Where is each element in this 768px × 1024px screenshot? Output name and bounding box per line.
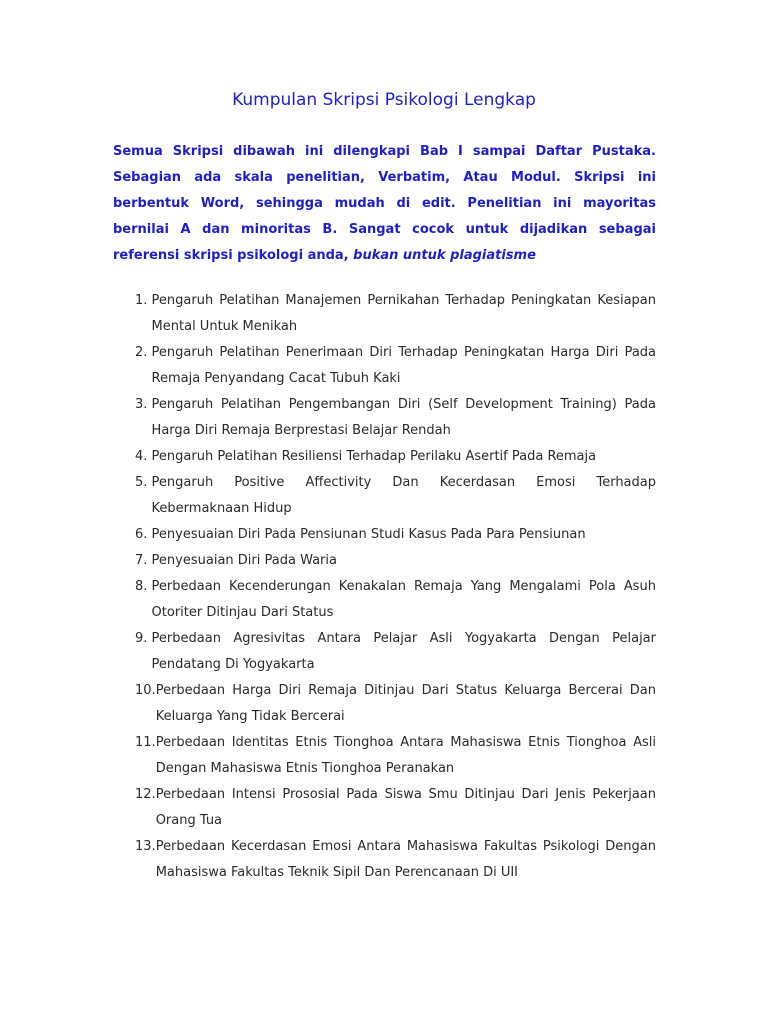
- list-item: [135, 678, 656, 730]
- list-item: [135, 834, 656, 886]
- list-item-text: Pengaruh Pelatihan Pengembangan Diri (Self Development Training) Pada Harga Diri Remaja Berprestasi Belajar Rendah: [151, 397, 656, 438]
- list-item: [135, 470, 656, 522]
- list-item-number: 7.: [135, 553, 152, 568]
- list-item: [135, 626, 656, 678]
- list-item-number: 10.: [135, 683, 156, 698]
- list-item: [135, 574, 656, 626]
- list-item: [135, 392, 656, 444]
- list-item-text: Penyesuaian Diri Pada Pensiunan Studi Kasus Pada Para Pensiunan: [151, 527, 586, 542]
- list-item-text: Perbedaan Kecenderungan Kenakalan Remaja Yang Mengalami Pola Asuh Otoriter Ditinjau Dari Status: [151, 579, 656, 620]
- list-item-text: Perbedaan Identitas Etnis Tionghoa Antara Mahasiswa Etnis Tionghoa Asli Dengan Mahasiswa Etnis Tionghoa Peranakan: [155, 735, 656, 776]
- list-item-text: Pengaruh Pelatihan Penerimaan Diri Terhadap Peningkatan Harga Diri Pada Remaja Penyandang Cacat Tubuh Kaki: [151, 345, 656, 386]
- intro-text: Semua Skripsi dibawah ini dilengkapi Bab I sampai Daftar Pustaka. Sebagian ada skala penelitian, Verbatim, Atau Modul. Skripsi ini berbentuk Word, sehingga mudah di edit. Penelitian ini mayoritas bernilai A dan minoritas B. Sangat cocok untuk dijadikan sebagai referensi skripsi psikologi anda,: [113, 144, 656, 263]
- list-item-number: 8.: [135, 579, 152, 594]
- list-item-text: Pengaruh Pelatihan Resiliensi Terhadap Perilaku Asertif Pada Remaja: [151, 449, 597, 464]
- list-item: [135, 548, 656, 574]
- list-item: [135, 782, 656, 834]
- list-item: [135, 522, 656, 548]
- list-item-number: 2.: [135, 345, 152, 360]
- list-item-number: 11.: [135, 735, 156, 750]
- document-title: Kumpulan Skripsi Psikologi Lengkap: [232, 90, 536, 110]
- list-item-text: Perbedaan Harga Diri Remaja Ditinjau Dari Status Keluarga Bercerai Dan Keluarga Yang Tidak Bercerai: [155, 683, 656, 724]
- list-item: [135, 288, 656, 340]
- list-item-text: Perbedaan Intensi Prososial Pada Siswa Smu Ditinjau Dari Jenis Pekerjaan Orang Tua: [155, 787, 656, 828]
- list-item-text: Perbedaan Agresivitas Antara Pelajar Asli Yogyakarta Dengan Pelajar Pendatang Di Yogyakarta: [151, 631, 656, 672]
- list-item: [135, 340, 656, 392]
- thesis-list: [135, 288, 656, 886]
- list-item-number: 1.: [135, 293, 152, 308]
- list-item-number: 4.: [135, 449, 152, 464]
- list-item: [135, 730, 656, 782]
- list-item: [135, 444, 656, 470]
- list-item-number: 3.: [135, 397, 152, 412]
- list-item-number: 5.: [135, 475, 152, 490]
- list-item-text: Pengaruh Pelatihan Manajemen Pernikahan Terhadap Peningkatan Kesiapan Mental Untuk Menikah: [151, 293, 656, 334]
- list-item-number: 12.: [135, 787, 156, 802]
- list-item-number: 9.: [135, 631, 152, 646]
- list-item-number: 6.: [135, 527, 152, 542]
- list-item-text: Perbedaan Kecerdasan Emosi Antara Mahasiswa Fakultas Psikologi Dengan Mahasiswa Fakultas Teknik Sipil Dan Perencanaan Di UII: [155, 839, 656, 880]
- list-item-text: Penyesuaian Diri Pada Waria: [151, 553, 337, 568]
- list-item-number: 13.: [135, 839, 156, 854]
- intro-emphasis: bukan untuk plagiatisme: [353, 248, 536, 263]
- intro-paragraph: [113, 139, 656, 269]
- list-item-text: Pengaruh Positive Affectivity Dan Kecerdasan Emosi Terhadap Kebermaknaan Hidup: [151, 475, 656, 516]
